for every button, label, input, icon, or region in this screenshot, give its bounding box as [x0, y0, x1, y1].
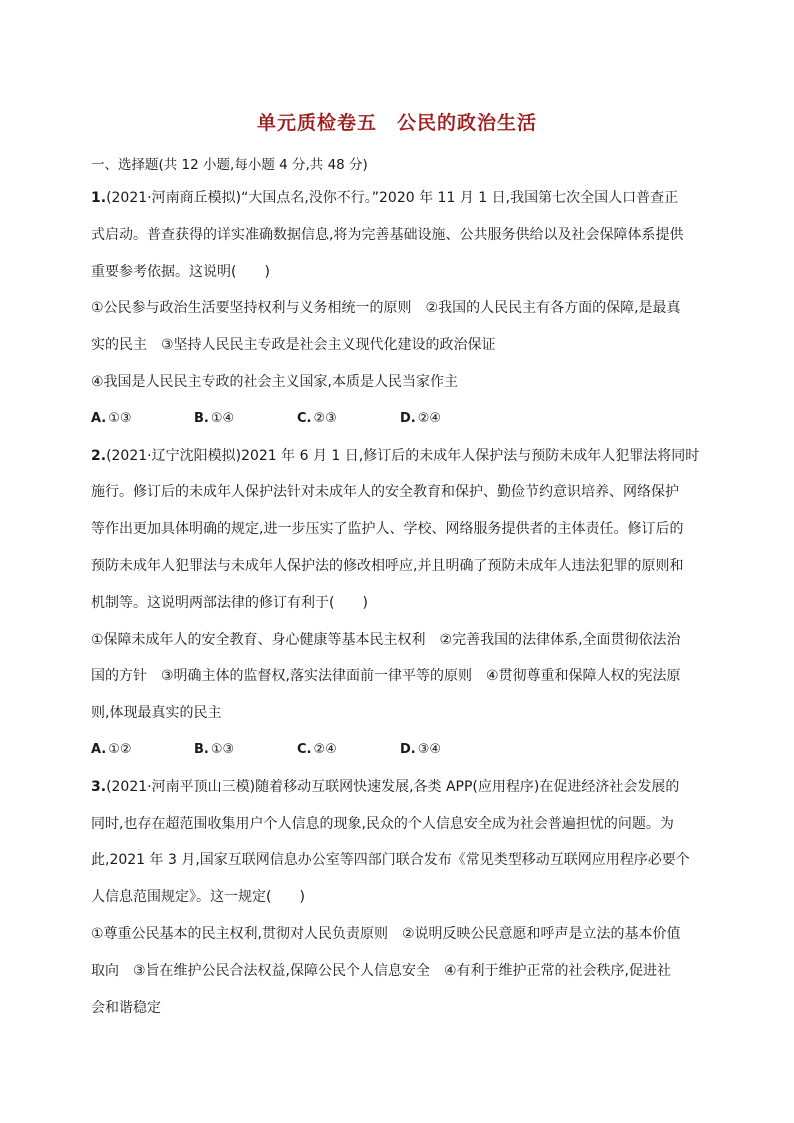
statement-line: 则,体现最真实的民主	[91, 705, 222, 722]
question-stem-text: (2021·河南商丘模拟)“大国点名,没你不行。”2020 年 11 月 1 日,我国第七次全国人口普查正	[106, 190, 679, 206]
answer-option[interactable]	[194, 401, 297, 438]
option-letter: B.	[194, 741, 209, 757]
statement-line: 会和谐稳定	[91, 999, 161, 1016]
question-2	[91, 438, 711, 769]
answer-options	[91, 732, 711, 769]
option-text: ①②	[108, 741, 132, 757]
option-text: ①③	[108, 410, 132, 426]
question-stem-line	[91, 217, 711, 254]
question-3	[91, 769, 711, 1027]
question-stem-text: 重要参考依据。这说明( )	[91, 263, 270, 280]
answer-option[interactable]	[297, 732, 400, 769]
statement-line: 取向 ③旨在维护公民合法权益,保障公民个人信息安全 ④有利于维护正常的社会秩序,促进社	[91, 962, 671, 979]
question-stem-text: 人信息范围规定》。这一规定( )	[91, 889, 305, 906]
question-list	[91, 180, 711, 1026]
answer-option[interactable]	[91, 732, 194, 769]
statement-line: ①尊重公民基本的民主权利,贯彻对人民负责原则 ②说明反映公民意愿和呼声是立法的基本价值	[91, 925, 681, 942]
section-heading: 一、选择题(共 12 小题,每小题 4 分,共 48 分)	[91, 157, 368, 173]
question-stem-line	[91, 180, 711, 217]
statement-line: ①保障未成年人的安全教育、身心健康等基本民主权利 ②完善我国的法律体系,全面贯彻依法治	[91, 631, 681, 648]
question-stem-text: 施行。修订后的未成年人保护法针对未成年人的安全教育和保护、勤俭节约意识培养、网络保护	[91, 484, 679, 501]
option-letter: B.	[194, 410, 209, 426]
question-stem-text: 此,2021 年 3 月,国家互联网信息办公室等四部门联合发布《常见类型移动互联网应用程序必要个	[91, 852, 690, 869]
question-stem-line	[91, 438, 711, 475]
question-stem-line	[91, 474, 711, 511]
question-stem-text: 同时,也存在超范围收集用户个人信息的现象,民众的个人信息安全成为社会普遍担忧的问题。为	[91, 815, 674, 832]
question-stem-line	[91, 511, 711, 548]
question-1	[91, 180, 711, 438]
answer-option[interactable]	[91, 401, 194, 438]
question-stem-text: 等作出更加具体明确的规定,进一步压实了监护人、学校、网络服务提供者的主体责任。修订后的	[91, 521, 684, 538]
answer-option[interactable]	[297, 401, 400, 438]
question-stem-line	[91, 769, 711, 806]
question-stem-line	[91, 585, 711, 622]
option-letter: A.	[91, 741, 107, 757]
option-letter: D.	[400, 741, 416, 757]
option-letter: C.	[297, 410, 312, 426]
option-text: ②④	[417, 410, 442, 426]
option-letter: D.	[400, 410, 416, 426]
question-number: 1.	[91, 190, 107, 206]
question-number: 3.	[91, 778, 107, 795]
question-stem-line	[91, 879, 711, 916]
option-letter: C.	[297, 741, 312, 757]
answer-option[interactable]	[400, 732, 503, 769]
question-stem-text: (2021·河南平顶山三模)随着移动互联网快速发展,各类 APP(应用程序)在促进经济社会发展的	[106, 778, 680, 795]
question-stem-text: (2021·辽宁沈阳模拟)2021 年 6 月 1 日,修订后的未成年人保护法与预防未成年人犯罪法将同时	[106, 447, 700, 464]
option-text: ②④	[313, 741, 337, 757]
statement-line: ①公民参与政治生活要坚持权利与义务相统一的原则 ②我国的人民民主有各方面的保障,是最真	[91, 300, 681, 317]
question-stem-line	[91, 842, 711, 879]
question-stem-line	[91, 548, 711, 585]
question-stem-text: 机制等。这说明两部法律的修订有利于( )	[91, 594, 368, 611]
question-stem-line	[91, 254, 711, 291]
answer-option[interactable]	[194, 732, 297, 769]
option-text: ①④	[210, 410, 235, 426]
answer-option[interactable]	[400, 401, 503, 438]
statement-line: 国的方针 ③明确主体的监督权,落实法律面前一律平等的原则 ④贯彻尊重和保障人权的宪法原	[91, 668, 681, 685]
question-stem-line	[91, 806, 711, 843]
question-stem-text: 式启动。普查获得的详实准确数据信息,将为完善基础设施、公共服务供给以及社会保障体系提供	[91, 226, 684, 243]
statement-line: 实的民主 ③坚持人民民主专政是社会主义现代化建设的政治保证	[91, 337, 496, 354]
question-stem-text: 预防未成年人犯罪法与未成年人保护法的修改相呼应,并且明确了预防未成年人违法犯罪的原则和	[91, 557, 684, 574]
answer-options	[91, 401, 711, 438]
page-title: 单元质检卷五 公民的政治生活	[256, 112, 537, 134]
option-text: ③④	[417, 741, 442, 757]
statement-line: ④我国是人民民主专政的社会主义国家,本质是人民当家作主	[91, 373, 458, 390]
question-number: 2.	[91, 447, 107, 464]
option-text: ①③	[210, 741, 235, 757]
option-text: ②③	[313, 410, 337, 426]
option-letter: A.	[91, 410, 107, 426]
